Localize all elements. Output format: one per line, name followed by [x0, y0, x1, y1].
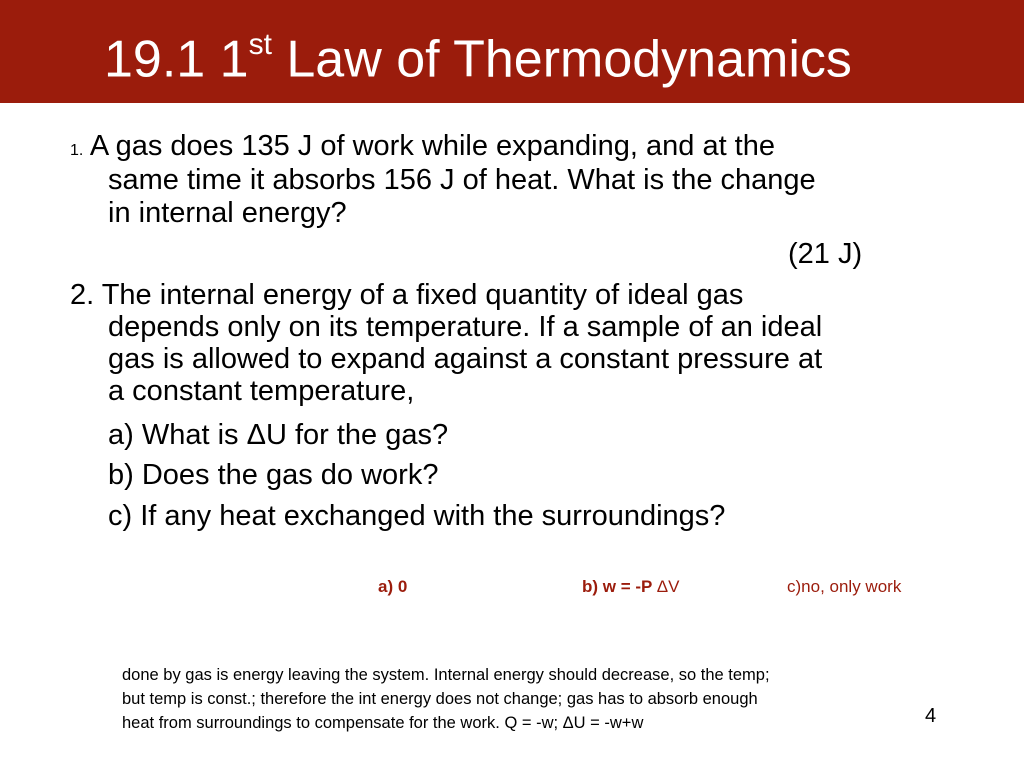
question-2-part-c: c) If any heat exchanged with the surroundings? — [108, 500, 726, 532]
answer-a — [378, 577, 407, 597]
question-1-answer: (21 J) — [788, 238, 863, 270]
explanation-line-3: heat from surroundings to compensate for the work. Q = -w; ΔU = -w+w — [122, 714, 644, 732]
explanation-line-1: done by gas is energy leaving the system. Internal energy should decrease, so the temp; — [122, 666, 770, 684]
question-2-line-2: depends only on its temperature. If a sample of an ideal — [108, 311, 823, 343]
question-2-line-1: 2. The internal energy of a fixed quantity of ideal gas — [70, 279, 744, 311]
answer-b-bold: b) w = -P — [582, 577, 657, 596]
title-suffix: Law of Thermodynamics — [271, 30, 852, 89]
question-1-number: 1. — [70, 142, 84, 159]
question-2-part-a: a) What is ΔU for the gas? — [108, 419, 449, 451]
answer-b — [582, 577, 680, 597]
page-number: 4 — [925, 705, 937, 727]
answer-a-text: a) 0 — [378, 577, 408, 596]
question-2-line-3: gas is allowed to expand against a constant pressure at — [108, 343, 823, 375]
question-1-line-2: same time it absorbs 156 J of heat. What is the change — [108, 164, 816, 196]
answer-c: c)no, only work — [787, 577, 902, 596]
title-prefix: 19.1 1 — [104, 30, 249, 89]
question-2-line-4: a constant temperature, — [108, 375, 415, 407]
answer-b-rest: ΔV — [656, 577, 680, 596]
title-superscript: st — [248, 28, 272, 61]
explanation-line-2: but temp is const.; therefore the int energy does not change; gas has to absorb enough — [122, 690, 758, 708]
question-1-text-1: A gas does 135 J of work while expanding, and at the — [89, 130, 775, 162]
question-2-part-b: b) Does the gas do work? — [108, 459, 439, 491]
question-1-line-3: in internal energy? — [108, 197, 347, 229]
